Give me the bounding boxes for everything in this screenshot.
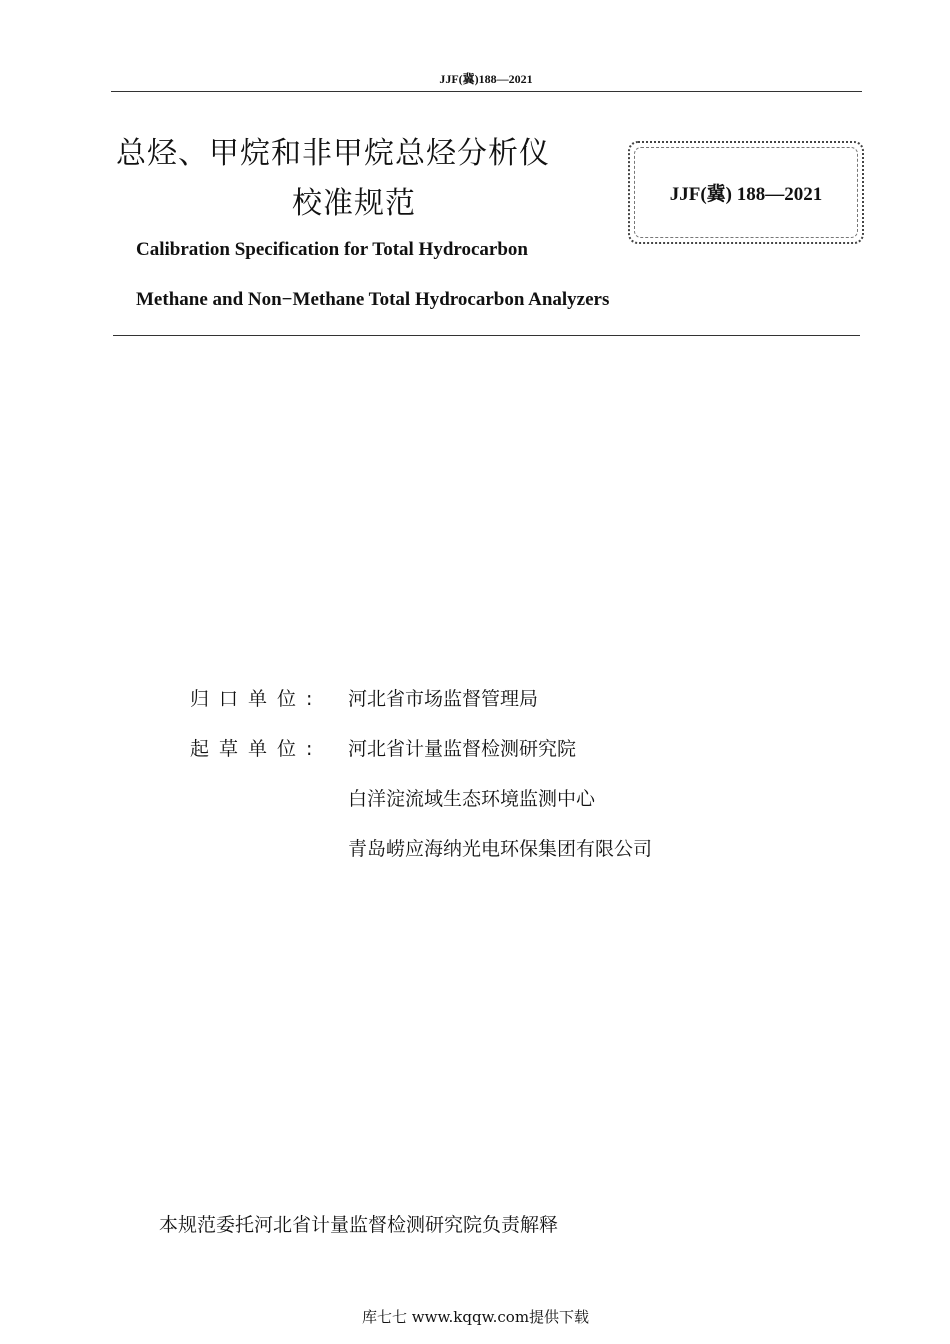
interpretation-note: 本规范委托河北省计量监督检测研究院负责解释 xyxy=(159,1214,559,1236)
drafting-unit-value-2: 白洋淀流域生态环境监测中心 xyxy=(348,788,596,810)
title-en-line2: Methane and Non−Methane Total Hydrocarbon Analyzers xyxy=(136,289,610,310)
drafting-unit-value-1: 河北省计量监督检测研究院 xyxy=(348,738,577,760)
header-standard-code: JJF(冀)188—2021 xyxy=(439,72,533,86)
title-cn-line1: 总烃、甲烷和非甲烷总烃分析仪 xyxy=(116,136,550,171)
drafting-unit-label: 起草单位: xyxy=(190,738,323,760)
drafting-unit-value-3: 青岛崂应海纳光电环保集团有限公司 xyxy=(348,838,653,860)
title-en-line1: Calibration Specification for Total Hydrocarbon xyxy=(136,239,528,260)
responsible-unit-label: 归口单位: xyxy=(190,688,323,710)
title-cn-line2: 校准规范 xyxy=(292,186,416,221)
standard-code-box xyxy=(628,141,864,244)
title-rule xyxy=(113,335,860,336)
standard-code-text: JJF(冀) 188—2021 xyxy=(669,184,823,205)
header-rule xyxy=(111,91,862,92)
responsible-unit-value: 河北省市场监督管理局 xyxy=(348,688,539,710)
download-footer: 库七七 www.kqqw.com提供下载 xyxy=(362,1308,590,1326)
